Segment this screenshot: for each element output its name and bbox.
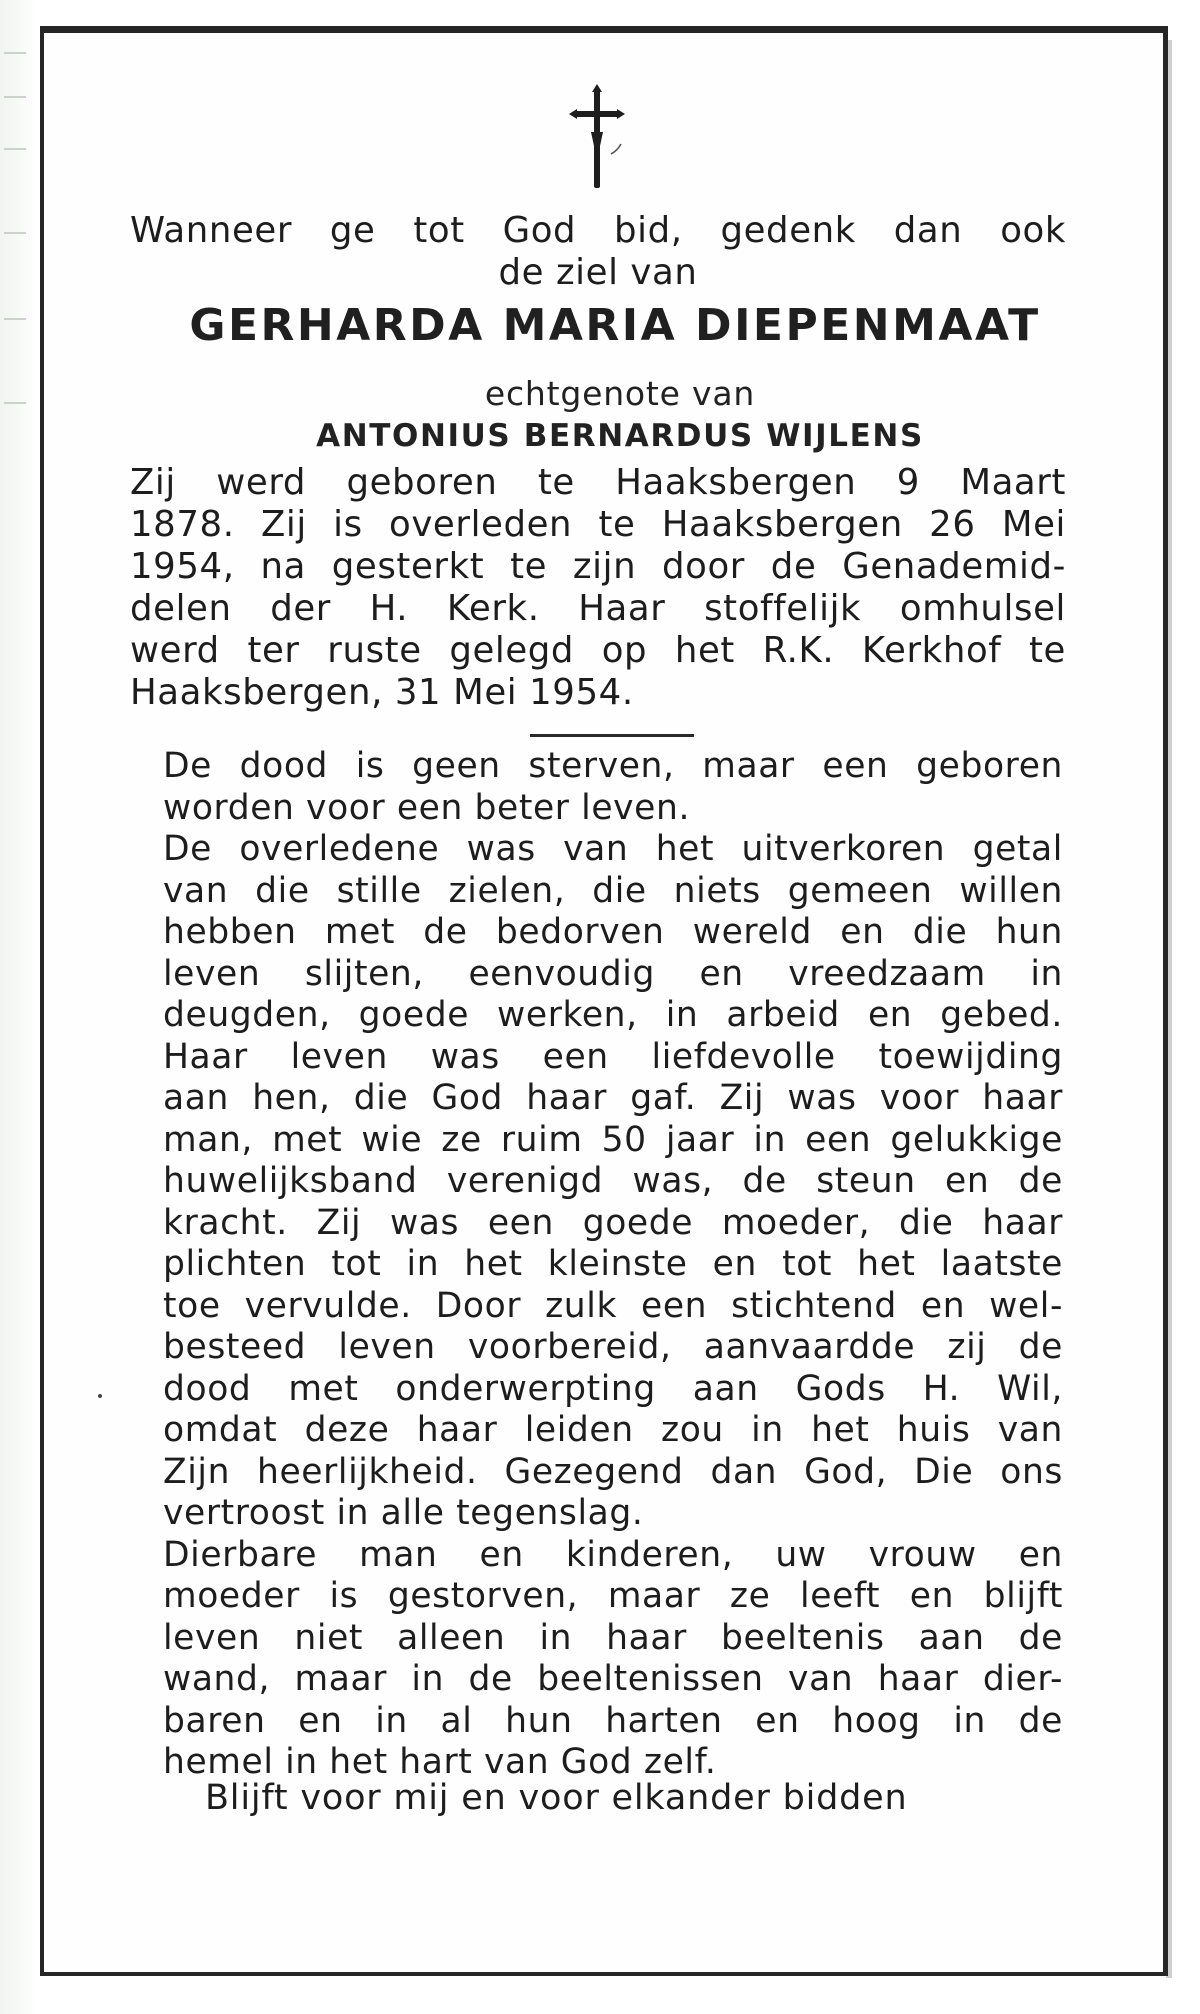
biography-line: 1954, na gesterkt te zijn door de Genademid- <box>130 546 1066 587</box>
reflection-line: baren en in al hun harten en hoog in de <box>163 1700 1063 1741</box>
reflection-line: omdat deze haar leiden zou in het huis van <box>163 1410 1063 1450</box>
reflection-line: toe vervulde. Door zulk een stichtend en wel- <box>163 1285 1063 1326</box>
reflection-line: De overledene was van het uitverkoren getal <box>163 829 1063 869</box>
closing-prayer: Blijft voor mij en voor elkander bidden <box>205 1778 908 1818</box>
reflection-line: Haar leven was een liefdevolle toewijding <box>163 1036 1063 1077</box>
scan-edge-mark <box>4 232 26 234</box>
cross-icon <box>565 84 629 194</box>
reflection-line: man, met wie ze ruim 50 jaar in een gelukkige <box>163 1119 1063 1160</box>
reflection-line: leven niet alleen in haar beeltenis aan de <box>163 1617 1063 1658</box>
reflection-line: leven slijten, eenvoudig en vreedzaam in <box>163 953 1063 994</box>
invocation-line: Wanneer ge tot God bid, gedenk dan ook <box>130 210 1066 251</box>
scan-edge-mark <box>4 402 26 404</box>
reflection-line: vertroost in alle tegenslag. <box>163 1493 644 1533</box>
spouse-label: echtgenote van <box>484 374 756 413</box>
reflection-line: worden voor een beter leven. <box>163 787 691 828</box>
invocation-text <box>130 210 1066 294</box>
reflection-line: van die stille zielen, die niets gemeen willen <box>163 870 1063 911</box>
reflection-line: deugden, goede werken, in arbeid en gebed. <box>163 995 1063 1035</box>
deceased-name: GERHARDA MARIA DIEPENMAAT <box>189 300 1041 351</box>
reflection-line: dood met onderwerpting aan Gods H. Wil, <box>163 1368 1063 1409</box>
reflection-line: De dood is geen sterven, maar een geboren <box>163 746 1063 786</box>
biography-line: werd ter ruste gelegd op het R.K. Kerkhof te <box>130 630 1066 671</box>
scan-edge-mark <box>4 148 26 150</box>
scan-edge-mark <box>4 96 26 98</box>
reflection-line: Dierbare man en kinderen, uw vrouw en <box>163 1534 1063 1575</box>
biography-line: 1878. Zij is overleden te Haaksbergen 26 Mei <box>130 504 1066 545</box>
scan-edge <box>0 0 40 2014</box>
reflection-line: aan hen, die God haar gaf. Zij was voor haar <box>163 1078 1063 1118</box>
biography-line: Zij werd geboren te Haaksbergen 9 Maart <box>130 462 1066 503</box>
reflection-line: hemel in het hart van God zelf. <box>163 1742 717 1782</box>
biography-line: delen der H. Kerk. Haar stoffelijk omhulsel <box>130 588 1066 629</box>
reflection-line: Zijn heerlijkheid. Gezegend dan God, Die ons <box>163 1451 1063 1492</box>
reflection-line: huwelijksband verenigd was, de steun en de <box>163 1161 1063 1201</box>
reflection-line: plichten tot in het kleinste en tot het laatste <box>163 1244 1063 1284</box>
reflection-line: hebben met de bedorven wereld en die hun <box>163 912 1063 952</box>
reflection-paragraph <box>163 746 1063 1784</box>
reflection-line: moeder is gestorven, maar ze leeft en blijft <box>163 1576 1063 1616</box>
biography-paragraph <box>130 462 1066 714</box>
biography-line: Haaksbergen, 31 Mei 1954. <box>130 672 634 713</box>
reflection-line: kracht. Zij was een goede moeder, die haar <box>163 1202 1063 1243</box>
invocation-line: de ziel van <box>498 252 698 293</box>
scan-edge-mark <box>4 318 26 320</box>
reflection-line: wand, maar in de beeltenissen van haar dier- <box>163 1659 1063 1699</box>
scan-speck <box>98 1394 102 1398</box>
scan-edge-mark <box>4 52 26 54</box>
section-divider <box>530 734 694 737</box>
spouse-name: ANTONIUS BERNARDUS WIJLENS <box>316 418 924 454</box>
reflection-line: besteed leven voorbereid, aanvaardde zij de <box>163 1327 1063 1367</box>
